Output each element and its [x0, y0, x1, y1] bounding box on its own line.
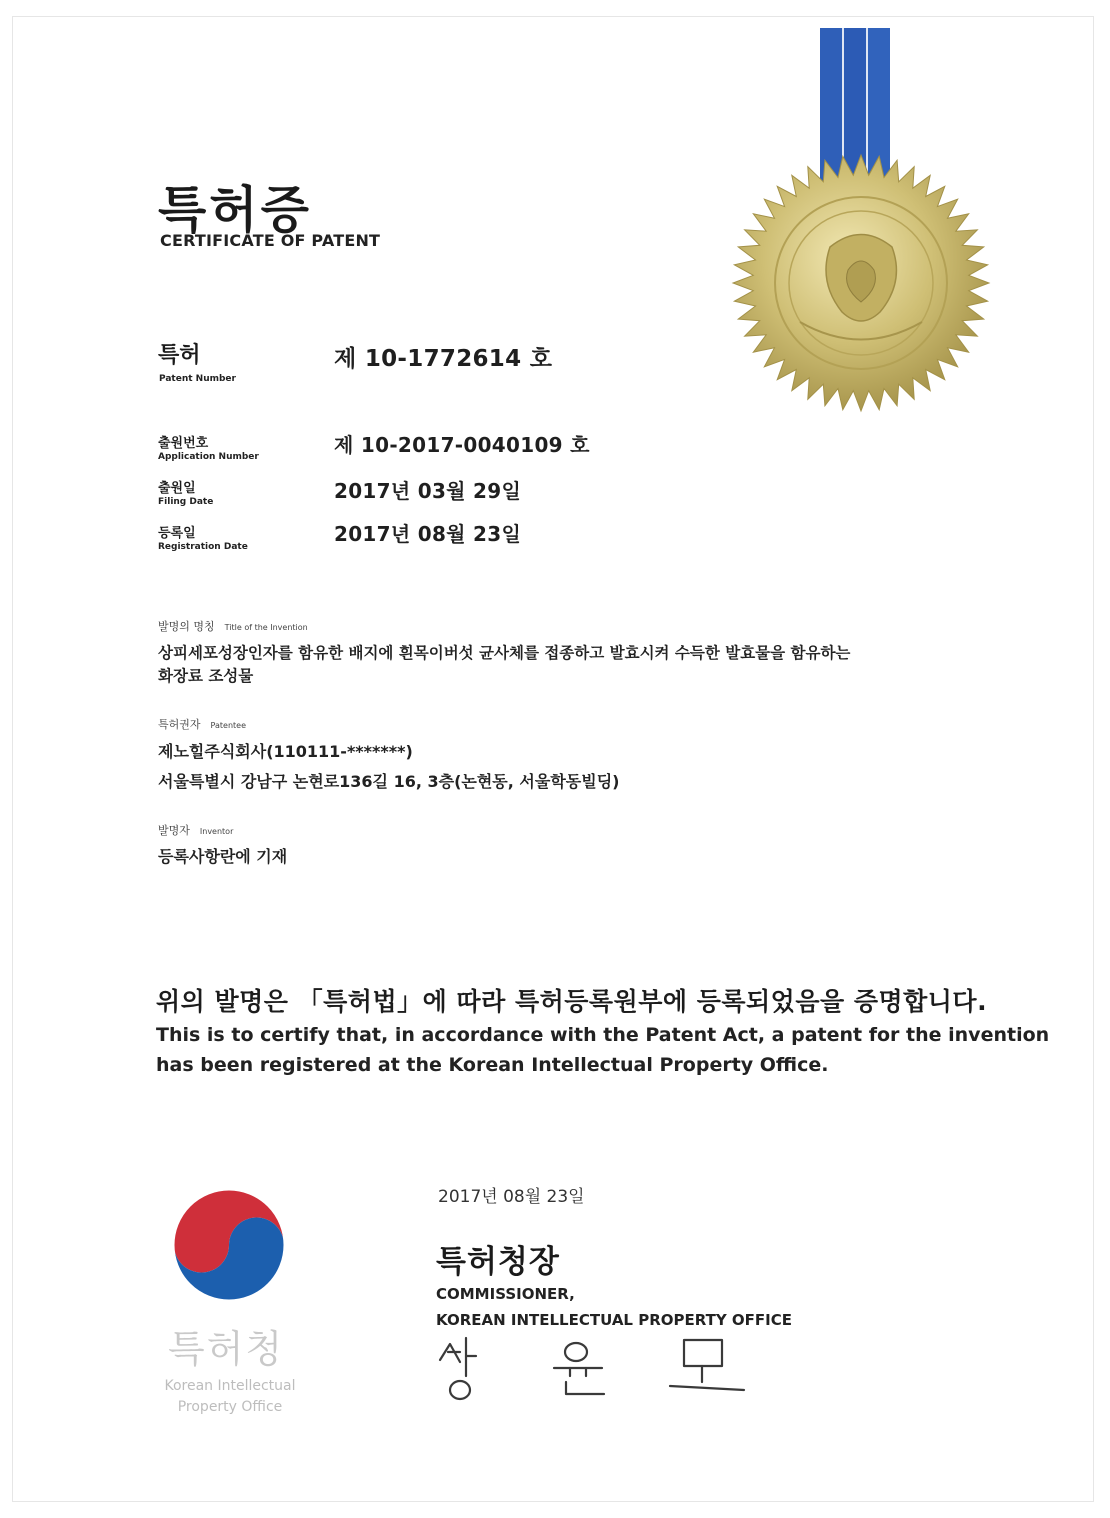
- certificate-title: 특허증: [158, 181, 312, 239]
- registration-date: 2017년 08월 23일: [334, 522, 522, 546]
- invention-title-line: 화장료 조성물: [158, 667, 254, 685]
- commissioner-title: 특허청장: [436, 1244, 560, 1280]
- certification-statement-ko: 위의 발명은 「특허법」에 따라 특허등록원부에 등록되었음을 증명합니다.: [156, 987, 988, 1016]
- certification-en-line: This is to certify that, in accordance with the Patent Act, a patent for the invention: [156, 1024, 1050, 1046]
- application-label: 출원번호: [158, 436, 209, 451]
- commissioner-title-en: [436, 1281, 792, 1333]
- patentee-label: [158, 716, 246, 732]
- inventor-label-en: Inventor: [199, 827, 234, 836]
- signature: [426, 1330, 766, 1410]
- patentee-name: 제노힐주식회사(110111-*******): [158, 742, 413, 761]
- patentee-info: [158, 740, 619, 793]
- patentee-address: 서울특별시 강남구 논현로136길 16, 3층(논현동, 서울학동빌딩): [158, 772, 620, 791]
- commissioner-en-line: COMMISSIONER,: [436, 1285, 575, 1303]
- taegeuk-logo-icon: [164, 1180, 294, 1310]
- invention-label-en: Title of the Invention: [224, 623, 308, 632]
- inventor-value: 등록사항란에 기재: [158, 847, 288, 866]
- inventor-label-ko: 발명자: [158, 824, 190, 837]
- gold-seal-icon: [730, 152, 992, 414]
- kipo-logo-text-en: [146, 1376, 314, 1418]
- patentee-label-en: Patentee: [210, 721, 246, 730]
- invention-label-ko: 발명의 명칭: [158, 620, 215, 633]
- patent-number: 제 10-1772614 호: [334, 346, 553, 372]
- kipo-logo-text: 특허청: [168, 1327, 285, 1371]
- invention-title: [158, 642, 1038, 688]
- registration-label: 등록일: [158, 526, 196, 541]
- inventor-label: [158, 822, 233, 838]
- certification-statement-en: [156, 1020, 1056, 1080]
- patentee-label-ko: 특허권자: [158, 718, 201, 731]
- filing-label: 출원일: [158, 481, 196, 496]
- patent-label: 특허: [158, 343, 201, 368]
- issue-date: 2017년 08월 23일: [438, 1187, 585, 1207]
- application-number: 제 10-2017-0040109 호: [334, 433, 590, 457]
- kipo-logo-en-line: Korean Intellectual: [164, 1378, 296, 1394]
- patent-label-en: Patent Number: [159, 374, 236, 384]
- commissioner-en-line: KOREAN INTELLECTUAL PROPERTY OFFICE: [436, 1311, 793, 1329]
- application-label-en: Application Number: [158, 452, 259, 462]
- filing-label-en: Filing Date: [158, 497, 214, 507]
- filing-date: 2017년 03월 29일: [334, 479, 522, 503]
- certificate-subtitle: CERTIFICATE OF PATENT: [160, 231, 381, 250]
- invention-label: [158, 618, 308, 634]
- kipo-logo-en-line: Property Office: [177, 1399, 283, 1415]
- invention-title-line: 상피세포성장인자를 함유한 배지에 흰목이버섯 균사체를 접종하고 발효시켜 수득한 발효물을 함유하는: [158, 644, 851, 662]
- registration-label-en: Registration Date: [158, 542, 248, 552]
- certification-en-line: has been registered at the Korean Intellectual Property Office.: [156, 1054, 829, 1076]
